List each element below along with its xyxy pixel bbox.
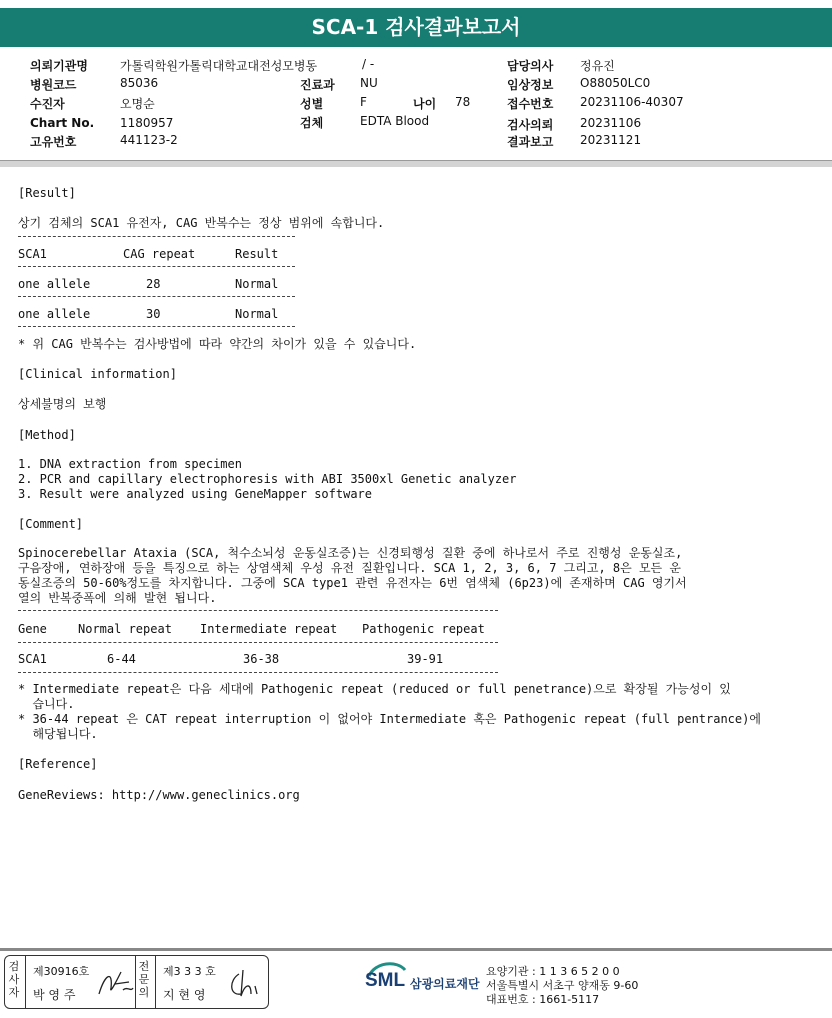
signature-box — [4, 955, 269, 1009]
table-cell: one allele — [18, 307, 91, 321]
result-heading: [Result] — [18, 186, 76, 200]
field-label: 검사의뢰 — [507, 118, 554, 132]
comment-line: Spinocerebellar Ataxia (SCA, 척수소뇌성 운동실조증)는 신경퇴행성 질환 중에 하나로서 주로 진행성 운동실조, — [18, 546, 683, 560]
field-value: 20231106 — [580, 116, 642, 130]
comment-line: 구음장애, 연하장애 등을 특징으로 하는 상염색체 우성 유전 질환입니다. SCA 1, 2, 3, 6, 7 그리고, 8은 모든 운 — [18, 561, 681, 575]
header-divider — [0, 160, 832, 167]
comment-note: * Intermediate repeat은 다음 세대에 Pathogenic repeat (reduced or full penetrance)으로 확장될 가능성이 있 — [18, 682, 731, 696]
comment-col: Intermediate repeat — [200, 622, 338, 636]
table-cell: one allele — [18, 277, 91, 291]
reference-heading: [Reference] — [18, 757, 98, 771]
field-value: EDTA Blood — [360, 114, 430, 128]
comment-col: Normal repeat — [78, 622, 172, 636]
result-col-cag: CAG repeat — [123, 247, 196, 261]
table-divider — [18, 266, 295, 267]
approver-name: 지 현 영 — [163, 988, 206, 1002]
field-label: 접수번호 — [507, 97, 554, 111]
approver-no: 제3 3 3 호 — [163, 965, 216, 978]
result-text: 상기 검체의 SCA1 유전자, CAG 반복수는 정상 범위에 속합니다. — [18, 216, 385, 230]
footer-divider — [0, 948, 832, 951]
field-label: 결과보고 — [507, 135, 554, 149]
field-label: 진료과 — [300, 78, 335, 92]
table-divider — [18, 672, 498, 673]
table-cell: 36-38 — [243, 652, 280, 666]
comment-line: 동실조증의 50-60%정도를 차지합니다. 그중에 SCA type1 관련 유전자는 6번 염색체 (6p23)에 존재하며 CAG 영기서 — [18, 576, 687, 590]
field-value: O88050LC0 — [580, 76, 651, 90]
footer-info: 요양기관 : 1 1 3 6 5 2 0 0 — [486, 965, 620, 978]
field-value: 1180957 — [120, 116, 174, 130]
table-divider — [18, 236, 295, 237]
field-value: 441123-2 — [120, 133, 178, 147]
approver-label: 전문의 — [138, 960, 150, 999]
field-label: 검체 — [300, 116, 324, 130]
logo-text: SML — [365, 970, 406, 991]
tester-label: 검사자 — [8, 960, 20, 999]
field-label: 담당의사 — [507, 59, 554, 73]
table-cell: 28 — [146, 277, 161, 291]
clinical-text: 상세불명의 보행 — [18, 397, 107, 411]
reference-link[interactable]: GeneReviews: http://www.geneclinics.org — [18, 788, 300, 802]
comment-line: 열의 반복중폭에 의해 발현 됩니다. — [18, 591, 217, 605]
table-divider — [18, 642, 498, 643]
field-value: 오명순 — [120, 97, 155, 111]
table-cell: SCA1 — [18, 652, 47, 666]
field-label: 고유번호 — [30, 135, 77, 149]
comment-note: * 36-44 repeat 은 CAT repeat interruption 이 없어야 Intermediate 혹은 Pathogenic repeat (full pentrance)에 — [18, 712, 761, 726]
field-value: NU — [360, 76, 378, 90]
field-label: 성별 — [300, 97, 324, 111]
org-name: 삼광의료재단 — [410, 977, 480, 991]
tester-signature-icon — [95, 966, 135, 1000]
field-value: 가톨릭학원가톨릭대학교대전성모병동 — [120, 59, 318, 73]
comment-col: Pathogenic repeat — [362, 622, 485, 636]
table-divider — [18, 610, 498, 611]
field-value: F — [360, 95, 367, 109]
footer-info: 서울특별시 서초구 양재동 9-60 — [486, 979, 639, 992]
comment-heading: [Comment] — [18, 517, 84, 531]
tester-no: 제30916호 — [33, 965, 90, 978]
comment-note: 해당됩니다. — [18, 727, 98, 741]
table-cell: 6-44 — [107, 652, 136, 666]
method-item: 1. DNA extraction from specimen — [18, 457, 242, 471]
table-cell: 39-91 — [407, 652, 444, 666]
result-note: * 위 CAG 반복수는 검사방법에 따라 약간의 차이가 있을 수 있습니다. — [18, 337, 417, 351]
comment-note: 습니다. — [18, 697, 75, 711]
method-item: 2. PCR and capillary electrophoresis with ABI 3500xl Genetic analyzer — [18, 472, 517, 486]
comment-col: Gene — [18, 622, 47, 636]
method-heading: [Method] — [18, 428, 76, 442]
method-item: 3. Result were analyzed using GeneMapper software — [18, 487, 373, 501]
table-cell: Normal — [235, 277, 279, 291]
table-divider — [18, 326, 295, 327]
table-cell: 30 — [146, 307, 161, 321]
field-label: 임상정보 — [507, 78, 554, 92]
field-label: 수진자 — [30, 97, 65, 111]
result-col-gene: SCA1 — [18, 247, 47, 261]
clinical-heading: [Clinical information] — [18, 367, 177, 381]
field-value: 20231106-40307 — [580, 95, 684, 109]
tester-name: 박 영 주 — [33, 988, 76, 1002]
table-divider — [18, 296, 295, 297]
table-cell: Normal — [235, 307, 279, 321]
dept-value: / - — [362, 57, 375, 71]
age-value: 78 — [455, 95, 471, 109]
field-value: 85036 — [120, 76, 159, 90]
field-label: Chart No. — [30, 116, 95, 130]
field-label: 의뢰기관명 — [30, 59, 88, 73]
field-label: 병원코드 — [30, 78, 77, 92]
result-col-result: Result — [235, 247, 279, 261]
field-value: 정유진 — [580, 59, 615, 73]
report-title: SCA-1 검사결과보고서 — [0, 8, 832, 47]
age-label: 나이 — [413, 97, 437, 111]
field-value: 20231121 — [580, 133, 642, 147]
footer-info: 대표번호 : 1661-5117 — [486, 993, 600, 1006]
approver-signature-icon — [225, 966, 265, 1000]
